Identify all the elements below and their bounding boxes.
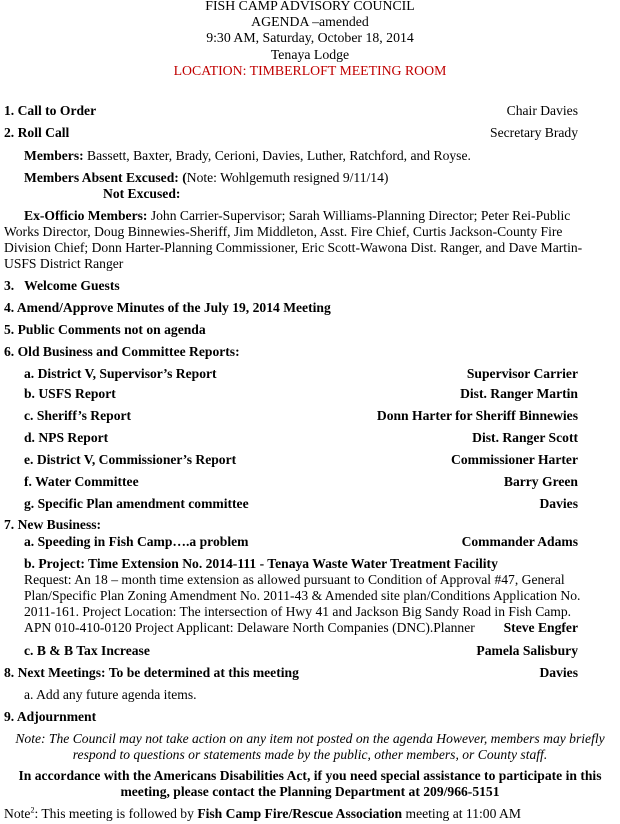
project-title: b. Project: Time Extension No. 2014-111 - Tenaya Waste Water Treatment Facility bbox=[24, 556, 498, 571]
report-label: d. NPS Report bbox=[24, 430, 109, 445]
report-item bbox=[24, 474, 578, 490]
report-presenter: Supervisor Carrier bbox=[466, 366, 578, 381]
ada-note: In accordance with the Americans Disabilities Act, if you need special assistance to participate in this meeting, please contact the Planning Department at 209/966-5151 bbox=[18, 768, 602, 799]
agenda-item-public-comments: 5. Public Comments not on agenda bbox=[4, 322, 206, 337]
item-label: 1. Call to Order bbox=[4, 103, 97, 118]
report-item bbox=[24, 430, 578, 446]
ex-officio-list: John Carrier-Supervisor; Sarah Williams-Planning Director; Peter Rei-Public Works Director, Doug Binnewies-Sheriff, Jim Middleton, Asst. Fire Chief, Curtis Jackson-County Fire Division Chief; Donn Harter-Planning Commissioner, Eric Scott-Wawona Dist. Ranger, and Dave Martin-USFS District Ranger bbox=[4, 208, 583, 271]
item-label: 2. Roll Call bbox=[4, 125, 70, 140]
absent-excused-note: Note: Wohlgemuth resigned 9/11/14) bbox=[186, 170, 389, 185]
absent-excused-label: Members Absent Excused: bbox=[24, 170, 179, 185]
project-presenter: Steve Engfer bbox=[503, 620, 578, 635]
not-excused-label: Not Excused: bbox=[103, 186, 181, 201]
document-header bbox=[0, 0, 620, 79]
agenda-item-next-meetings bbox=[4, 665, 578, 681]
report-label: e. District V, Commissioner’s Report bbox=[24, 452, 237, 467]
meeting-datetime: 9:30 AM, Saturday, October 18, 2014 bbox=[206, 30, 414, 46]
members-label: Members: bbox=[24, 148, 84, 163]
report-item bbox=[24, 452, 578, 468]
agenda-item-adjournment: 9. Adjournment bbox=[4, 709, 97, 724]
new-business-tax bbox=[24, 643, 578, 659]
report-item bbox=[24, 408, 578, 424]
report-presenter: Donn Harter for Sheriff Binnewies bbox=[376, 408, 578, 423]
report-presenter: Dist. Ranger Scott bbox=[472, 430, 578, 445]
report-item bbox=[24, 386, 578, 402]
meeting-venue: Tenaya Lodge bbox=[270, 46, 350, 62]
report-label: g. Specific Plan amendment committee bbox=[24, 496, 249, 511]
item-presenter: Secretary Brady bbox=[490, 125, 578, 140]
report-item bbox=[24, 366, 578, 382]
report-item bbox=[24, 496, 578, 512]
report-presenter: Dist. Ranger Martin bbox=[460, 386, 578, 401]
agenda-item-welcome: 3. Welcome Guests bbox=[4, 278, 120, 293]
report-label: c. Sheriff’s Report bbox=[24, 408, 132, 423]
agenda-title: AGENDA –amended bbox=[251, 14, 369, 30]
agenda-item-roll-call bbox=[4, 125, 578, 141]
agenda-item-old-business: 6. Old Business and Committee Reports: bbox=[4, 344, 240, 359]
ex-officio-paragraph bbox=[4, 208, 602, 272]
new-business-speeding bbox=[24, 534, 578, 550]
item-label: 8. Next Meetings: To be determined at this meeting bbox=[4, 665, 299, 680]
agenda-item-minutes: 4. Amend/Approve Minutes of the July 19, 2014 Meeting bbox=[4, 300, 331, 315]
footnote-fire-rescue: Note$^2$: This meeting is followed by Fish Camp Fire/Rescue Association meeting at 11:00 AM bbox=[4, 805, 521, 821]
report-label: f. Water Committee bbox=[24, 474, 139, 489]
agenda-item-new-business: 7. New Business: bbox=[4, 517, 102, 532]
members-line bbox=[24, 148, 620, 164]
meeting-location: LOCATION: TIMBERLOFT MEETING ROOM bbox=[173, 62, 447, 78]
report-label: b. USFS Report bbox=[24, 386, 116, 401]
item-presenter: Davies bbox=[539, 665, 578, 680]
report-presenter: Commissioner Harter bbox=[451, 452, 578, 467]
agenda-item-call-to-order bbox=[4, 103, 578, 119]
item-label: a. Speeding in Fish Camp….a problem bbox=[24, 534, 249, 549]
ex-officio-label: Ex-Officio Members: bbox=[24, 208, 148, 223]
fire-rescue-association: Fish Camp Fire/Rescue Association bbox=[197, 806, 403, 821]
council-note: Note: The Council may not take action on any item not posted on the agenda However, members may briefly respond to questions or statements made by the public, other members, or County staff. bbox=[15, 731, 605, 762]
org-title: FISH CAMP ADVISORY COUNCIL bbox=[205, 0, 415, 13]
report-label: a. District V, Supervisor’s Report bbox=[24, 366, 217, 381]
item-label: c. B & B Tax Increase bbox=[24, 643, 150, 658]
report-presenter: Barry Green bbox=[503, 474, 578, 489]
project-text: Request: An 18 – month time extension as allowed pursuant to Condition of Approval #47, General Plan/Specific Plan Zoning Amendment No. 2011-43 & Amended site plan/Conditions Application No. 2011-161. Project Location: The intersection of Hwy 41 and Jackson Big Sandy Road in Fish Camp. APN 010-410-0120 Project Applicant: Delaware North Companies (DNC).Planner bbox=[24, 572, 581, 635]
future-agenda-items: a. Add any future agenda items. bbox=[24, 687, 197, 702]
item-presenter: Commander Adams bbox=[461, 534, 578, 549]
members-list: Bassett, Baxter, Brady, Cerioni, Davies, Luther, Ratchford, and Royse. bbox=[83, 148, 471, 163]
item-presenter: Pamela Salisbury bbox=[476, 643, 578, 658]
absent-excused-line: Members Absent Excused: (Note: Wohlgemuth resigned 9/11/14) bbox=[24, 170, 389, 185]
report-presenter: Davies bbox=[539, 496, 578, 511]
item-presenter: Chair Davies bbox=[506, 103, 578, 118]
